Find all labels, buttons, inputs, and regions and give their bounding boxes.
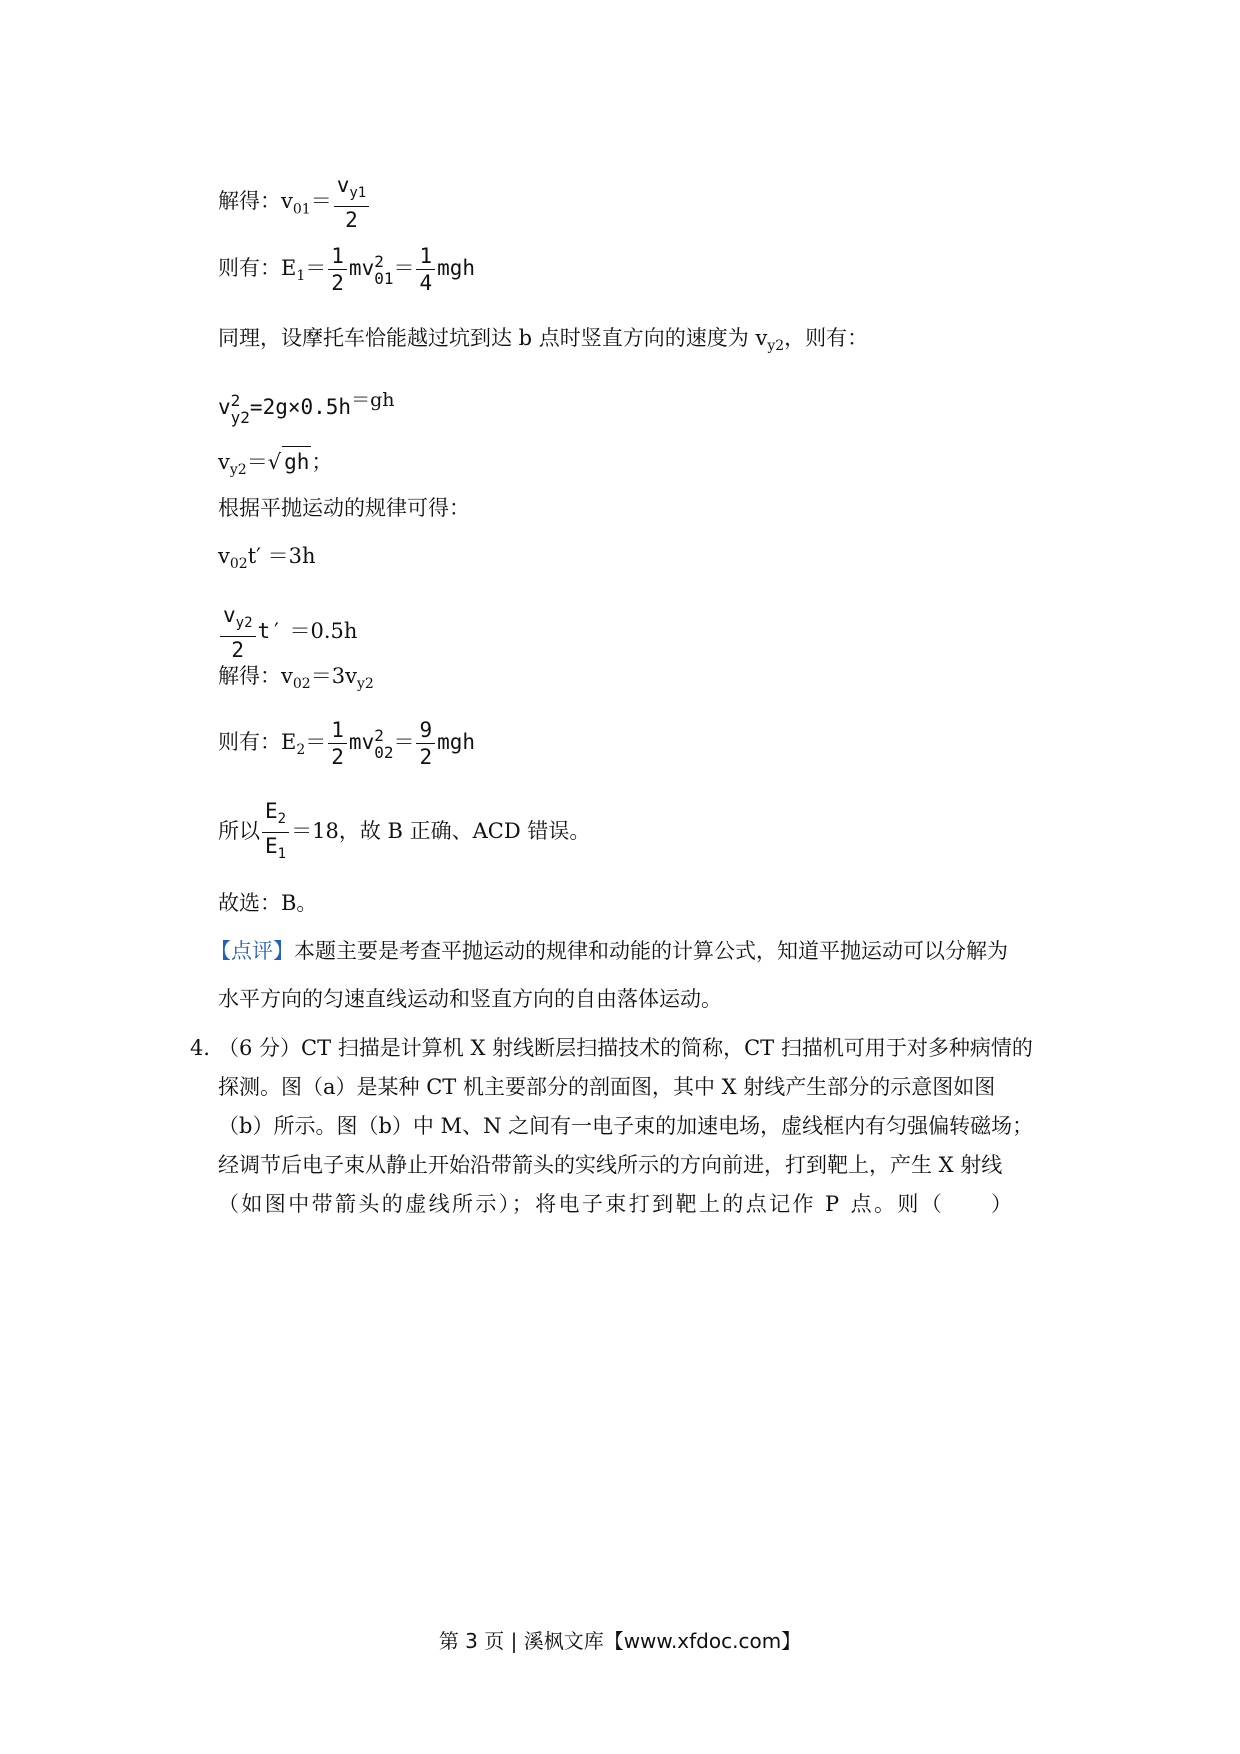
page-footer: 第 3 页 | 溪枫文库【www.xfdoc.com】 xyxy=(438,1629,802,1653)
solution-line-vy2-sqrt: $v_{y2}=√$ gh； xyxy=(218,446,332,485)
fraction-9-over-2: $\frac{9}{2}$ xyxy=(416,717,435,770)
solution-line-v02t: $v_{02}t' =3h$ xyxy=(218,544,316,573)
solution-line-vy2-over-2: $\frac{v_{y2}}{2}$ t′ ＝0.5h xyxy=(218,602,357,663)
question-line: （如图中带箭头的虚线所示）；将电子束打到靶上的点记作 P 点。则（ ） xyxy=(218,1192,1015,1216)
review-line-1: 【点评】本题主要是考查平抛运动的规律和动能的计算公式，知道平抛运动可以分解为 xyxy=(210,939,1008,963)
question-line: （b）所示。图（b）中 M、N 之间有一电子束的加速电场，虚线框内有匀强偏转磁场； xyxy=(218,1114,1034,1138)
question-line: 经调节后电子束从静止开始沿带箭头的实线所示的方向前进，打到靶上，产生 X 射线 xyxy=(218,1153,1003,1177)
fraction-vy2-over-2: $\frac{v_{y2}}{2}$ xyxy=(220,602,256,663)
solution-line-e2: 则有：$E_2=$ $\frac{1}{2}$ mv 2 02 ＝ $\frac{9}{2}$ mgh xyxy=(218,718,476,769)
fraction-e2-over-e1: $\frac{E_2}{E_1}$ xyxy=(262,798,289,867)
solution-line-ratio: 所以 $\frac{E_2}{E_1}$ ＝18，故 B 正确、ACD 错误。 xyxy=(218,798,590,867)
question-line: （6 分）CT 扫描是计算机 X 射线断层扫描技术的简称，CT 扫描机可用于对多种病情的 xyxy=(218,1036,1033,1060)
fraction-1-over-2: $\frac{1}{2}$ xyxy=(328,243,347,296)
solution-line-v01: 解得：$v_{01}=$ $\frac{v_{y1}}{2}$ xyxy=(218,172,371,233)
sqrt-gh: √ gh xyxy=(268,446,312,477)
solution-line-text: 同理，设摩托车恰能越过坑到达 b 点时竖直方向的速度为 $v_{y2}$，则有： xyxy=(218,326,869,355)
solution-line-answer: 故选：B。 xyxy=(218,891,318,915)
solution-line-e1: 则有：$E_1=$ $\frac{1}{2}$ mv 2 01 ＝ $\frac{1}{4}$ mgh xyxy=(218,244,476,295)
question-4 xyxy=(190,1029,1060,1224)
review-tag: 【点评】 xyxy=(210,939,294,963)
review-line-2: 水平方向的匀速直线运动和竖直方向的自由落体运动。 xyxy=(218,987,722,1011)
question-line: 探测。图（a）是某种 CT 机主要部分的剖面图，其中 X 射线产生部分的示意图如图 xyxy=(218,1075,996,1099)
fraction-1-over-2b: $\frac{1}{2}$ xyxy=(328,717,347,770)
question-number: 4． xyxy=(190,1036,225,1060)
fraction-1-over-4: $\frac{1}{4}$ xyxy=(416,243,435,296)
fraction-vy1-over-2: $\frac{v_{y1}}{2}$ xyxy=(334,172,370,233)
solution-line-rule: 根据平抛运动的规律可得： xyxy=(218,496,470,520)
solution-line-vy2-squared: v 2 y2 $=2g\times 0.5h^{=gh}$ xyxy=(218,389,395,427)
solution-line-v02: 解得：$v_{02}=3v_{y2}$ xyxy=(218,664,374,693)
